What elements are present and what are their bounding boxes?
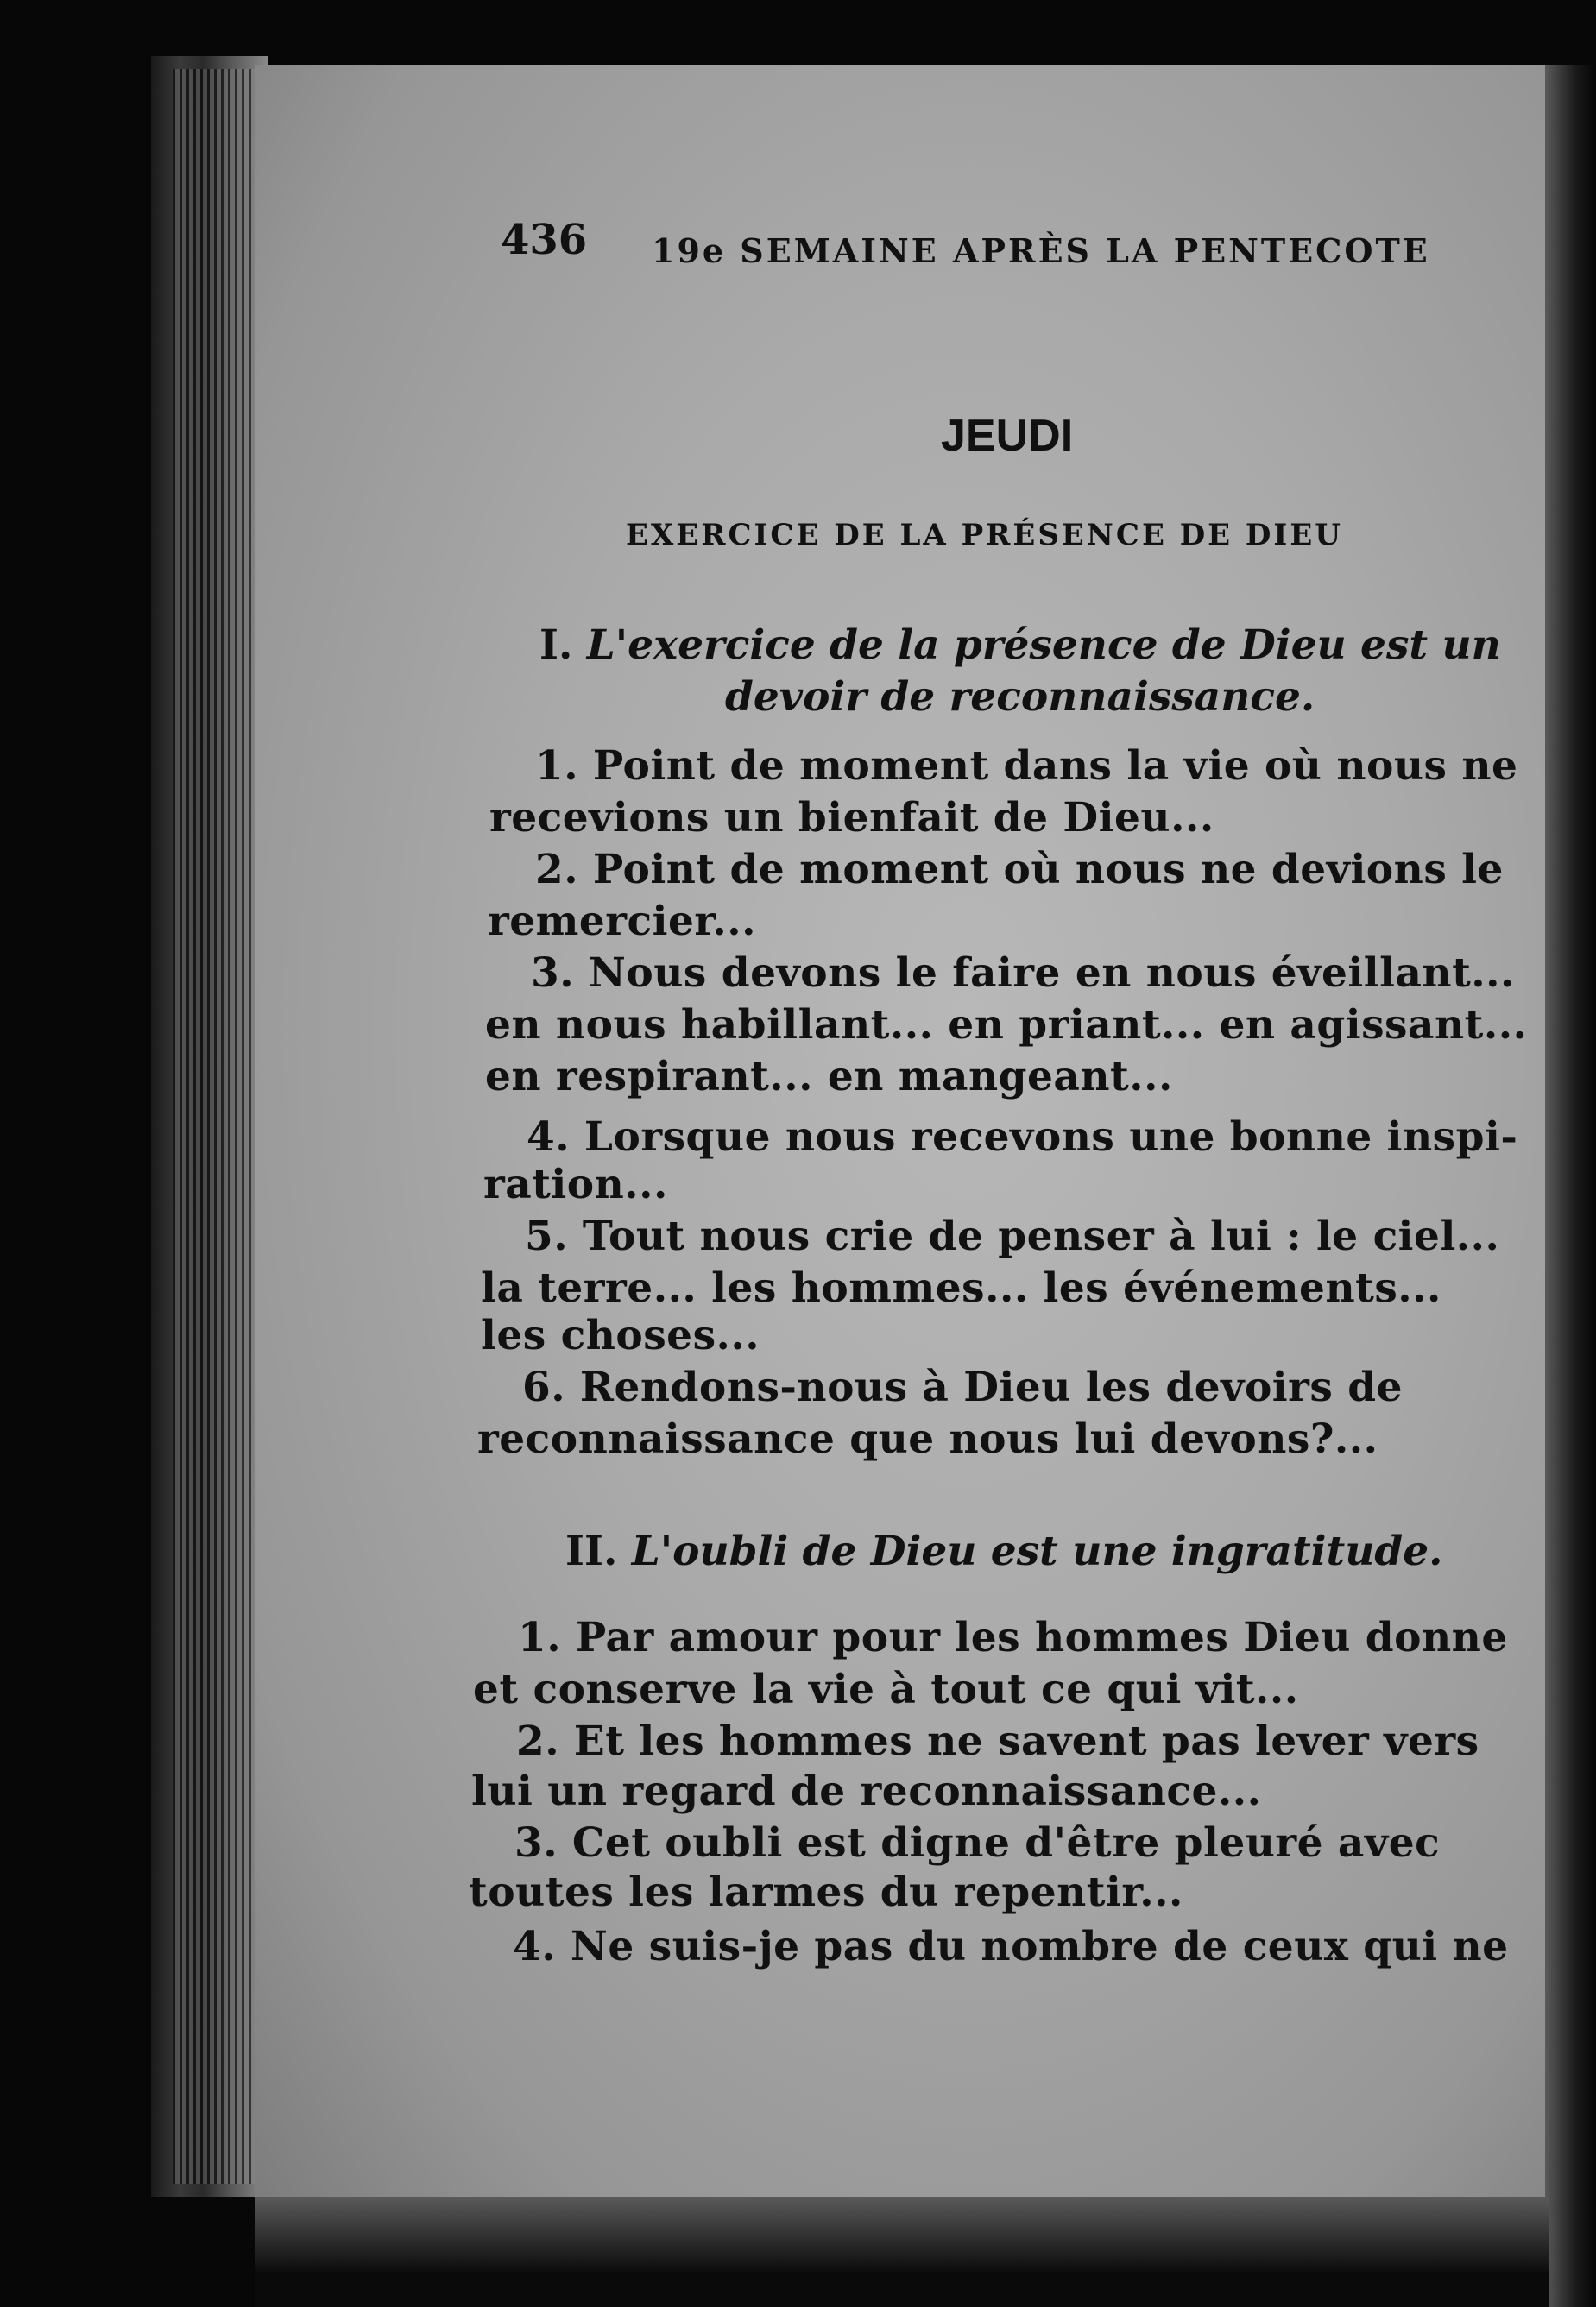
bottom-edge-shadow <box>255 2197 1549 2307</box>
body-line: 3. Nous devons le faire en nous éveillant... <box>531 949 1515 997</box>
section-2-title: L'oubli de Dieu est une ingratitude. <box>631 1528 1443 1575</box>
body-line: 4. Lorsque nous recevons une bonne inspi- <box>527 1113 1518 1161</box>
page-edges <box>173 69 268 2184</box>
body-line: toutes les larmes du repentir... <box>469 1869 1183 1916</box>
body-line: la terre... les hommes... les événements... <box>481 1264 1441 1312</box>
body-line: ration... <box>483 1161 668 1208</box>
body-line: les choses... <box>481 1312 760 1359</box>
body-line: recevions un bienfait de Dieu... <box>489 794 1214 841</box>
section-1-heading-line-2 <box>725 673 1315 721</box>
day-title: JEUDI <box>941 411 1074 461</box>
body-line: 2. Point de moment où nous ne devions le <box>535 846 1504 893</box>
page-number: 436 <box>501 216 588 264</box>
section-1-title-line-1: L'exercice de la présence de Dieu est un <box>586 621 1501 669</box>
body-line: 5. Tout nous crie de penser à lui : le ciel... <box>525 1213 1500 1260</box>
body-line: en respirant... en mangeant... <box>485 1053 1173 1100</box>
running-title: 19e SEMAINE APRÈS LA PENTECOTE <box>652 231 1430 270</box>
body-line: 2. Et les hommes ne savent pas lever vers <box>516 1718 1479 1765</box>
exercise-subtitle: EXERCICE DE LA PRÉSENCE DE DIEU <box>626 518 1343 552</box>
section-2-heading <box>565 1528 1443 1575</box>
section-2-numeral: II. <box>565 1528 618 1575</box>
section-1-title-line-2: devoir de reconnaissance. <box>725 673 1315 721</box>
body-line: en nous habillant... en priant... en agissant... <box>485 1001 1528 1049</box>
body-line: et conserve la vie à tout ce qui vit... <box>473 1666 1299 1713</box>
body-line: 1. Point de moment dans la vie où nous ne <box>535 742 1518 790</box>
body-line: 1. Par amour pour les hommes Dieu donne <box>518 1614 1508 1661</box>
body-line: remercier... <box>488 898 756 945</box>
section-1-numeral: I. <box>539 621 573 669</box>
body-line: reconnaissance que nous lui devons?... <box>477 1415 1378 1463</box>
body-line: 3. Cet oubli est digne d'être pleuré avec <box>514 1819 1441 1867</box>
section-1-heading-line-1 <box>539 621 1501 669</box>
right-edge-shadow <box>1545 65 1596 2307</box>
body-line: 6. Rendons-nous à Dieu les devoirs de <box>522 1364 1404 1411</box>
body-line: lui un regard de reconnaissance... <box>471 1768 1262 1815</box>
body-line: 4. Ne suis-je pas du nombre de ceux qui ne <box>513 1923 1509 1970</box>
